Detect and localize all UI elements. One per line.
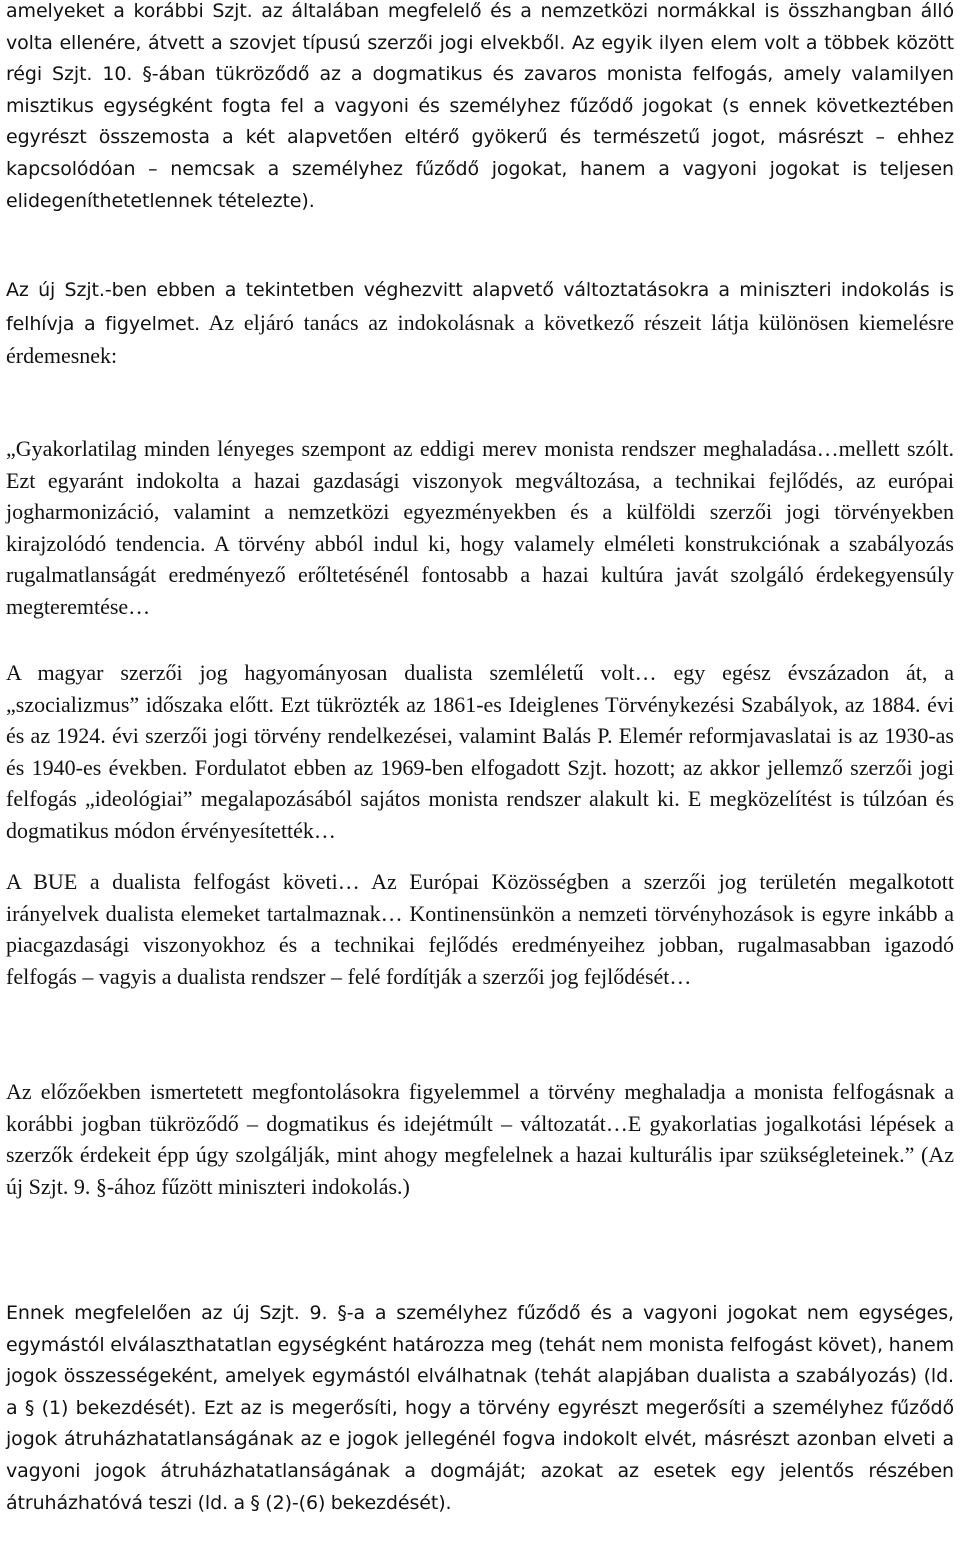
paragraph-text: A magyar szerzői jog hagyományosan dualista szemléletű volt… egy egész évszázadon át, a „szocializmus” időszaka előtt. Ezt tükrözték az 1861-es Ideiglenes Törvénykezési Szabályok, az 1884. évi és az 1924. évi szerzői jogi törvény rendelkezései, valamint Balás P. Elemér reformjavaslatai is az 1930-as és 1940-es években. Fordulatot ebben az 1969-ben elfogadott Szjt. hozott; az akkor jellemző szerzői jogi felfogás „ideológiai” megalapozásából sajátos monista rendszer alakult ki. E megközelítést is túlzóan és dogmatikus módon érvényesítették… [6, 660, 954, 843]
paragraph-ministerial-reasoning-intro [6, 275, 954, 372]
paragraph-text: A BUE a dualista felfogást követi… Az Európai Közösségben a szerzői jog területén megalkotott irányelvek dualista elemeket tartalmaznak… Kontinensünkön a nemzeti törvényhozások is egyre inkább a piacgazdasági viszonyokhoz és a technikai fejlődés eredményeihez jobban, rugalmasabban igazodó felfogás – vagyis a dualista rendszer – felé fordítják a szerzői jog fejlődését… [6, 869, 954, 989]
paragraph-text-sans: Az új Szjt.-ben ebben a tekintetben véghezvitt alapvető változtatásokra a miniszteri indokolás is felhívja a figyelmet. [6, 279, 954, 335]
paragraph-text: Az előzőekben ismertetett megfontolásokra figyelemmel a törvény meghaladja a monista felfogásnak a korábbi jogban tükröződő – dogmatikus és idejétmúlt – változatát…E gyakorlatias jogalkotási lépések a szerzők érdekeit épp úgy szolgálják, mint ahogy megfelelnek a hazai kulturális ipar szükségleteinek.” (Az új Szjt. 9. §-ához fűzött miniszteri indokolás.) [6, 1079, 954, 1199]
quote-paragraph-hungarian-tradition [6, 657, 954, 846]
paragraph-monist-conception [6, 0, 954, 217]
paragraph-new-szjt-section-9 [6, 1298, 954, 1519]
quote-paragraph-conclusion [6, 1076, 954, 1202]
paragraph-text: „Gyakorlatilag minden lényeges szempont az eddigi merev monista rendszer meghaladása…mellett szólt. Ezt egyaránt indokolta a hazai gazdasági viszonyok megváltozása, a technikai fejlődés, az európai jogharmonizáció, valamint a nemzetközi egyezményekben és a külföldi szerzői jogi törvényekben kirajzolódó tendencia. A törvény abból indul ki, hogy valamely elméleti konstrukciónak a szabályozás rugalmatlanságát eredményező erőltetésénél fontosabb a hazai kultúra javát szolgáló érdekegyensúly megteremtése… [6, 436, 954, 619]
quote-paragraph-practical-reasons [6, 433, 954, 622]
paragraph-text-serif: Az eljáró tanács az indokolásnak a következő részeit látja különösen kiemelésre érdemesnek: [6, 309, 955, 369]
paragraph-text: amelyeket a korábbi Szjt. az általában megfelelő és a nemzetközi normákkal is összhangban álló volta ellenére, átvett a szovjet típusú szerzői jogi elvekből. Az egyik ilyen elem volt a többek között régi Szjt. 10. §-ában tükröződő az a dogmatikus és zavaros monista felfogás, amely valamilyen misztikus egységként fogta fel a vagyoni és személyhez fűződő jogokat (s ennek következtében egyrészt összemosta a két alapvetően eltérő gyökerű és természetű jogot, másrészt – ehhez kapcsolódóan – nemcsak a személyhez fűződő jogokat, hanem a vagyoni jogokat is teljesen elidegeníthetetlennek tételezte). [6, 0, 954, 212]
quote-paragraph-bue-dualism [6, 866, 954, 992]
paragraph-text: Ennek megfelelően az új Szjt. 9. §-a a személyhez fűződő és a vagyoni jogokat nem egységes, egymástól elválaszthatatlan egységként határozza meg (tehát nem monista felfogást követ), hanem jogok összességeként, amelyek egymástól elválhatnak (tehát alapjában dualista a szabályozás) (ld. a § (1) bekezdését). Ezt az is megerősíti, hogy a törvény egyrészt megerősíti a személyhez fűződő jogok átruházhatatlanságának az e jogok jellegénél fogva indokolt elvét, másrészt azonban elveti a vagyoni jogok átruházhatatlanságának a dogmáját; azokat az esetek egy jelentős részében átruházhatóvá teszi (ld. a § (2)-(6) bekezdését). [6, 1302, 954, 1514]
